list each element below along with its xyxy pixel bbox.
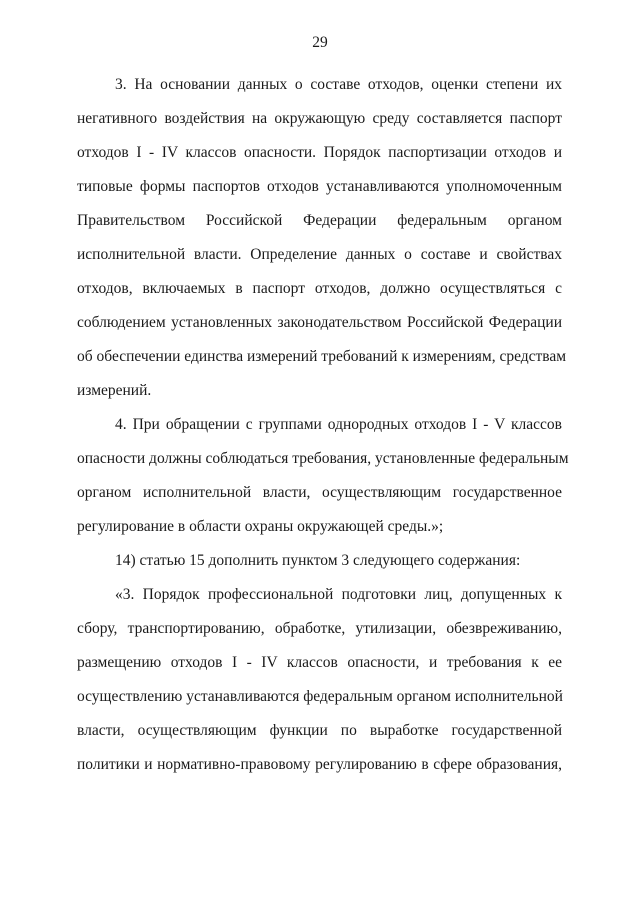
text-line: 3. На основании данных о составе отходов, оценки степени их [115,76,562,93]
text-line: власти, осуществляющим функции по выработке государственной [77,722,562,739]
paragraph-item-3 [77,68,567,408]
text-line: исполнительной власти. Определение данных о составе и свойствах [77,246,562,263]
text-line: размещению отходов I - IV классов опасности, и требования к ее [77,654,562,671]
page-number: 29 [312,34,328,51]
text-line: 14) статью 15 дополнить пунктом 3 следующего содержания: [115,552,521,569]
text-line: отходов, включаемых в паспорт отходов, должно осуществляться с [77,280,562,297]
text-line: негативного воздействия на окружающую среду составляется паспорт [77,110,562,127]
text-line: 4. При обращении с группами однородных отходов I - V классов [115,416,562,433]
text-line: политики и нормативно-правовому регулированию в сфере образования, [77,756,562,773]
text-line: опасности должны соблюдаться требования, установленные федеральным [77,450,569,467]
text-line: соблюдением установленных законодательством Российской Федерации [77,314,562,331]
document-body [77,68,569,782]
text-line: отходов I - IV классов опасности. Порядок паспортизации отходов и [77,144,562,161]
paragraph-quoted-item-3 [77,578,562,782]
text-line: об обеспечении единства измерений требований к измерениям, средствам [77,348,567,365]
text-line: типовые формы паспортов отходов устанавливаются уполномоченным [77,178,562,195]
text-line: измерений. [77,382,152,399]
text-line: Правительством Российской Федерации федеральным органом [77,212,562,229]
paragraph-item-14 [77,544,562,578]
text-line: осуществлению устанавливаются федеральным органом исполнительной [77,688,563,705]
paragraph-item-4 [77,408,569,544]
text-line: регулирование в области охраны окружающей среды.»; [77,518,444,535]
text-line: сбору, транспортированию, обработке, утилизации, обезвреживанию, [77,620,562,637]
text-line: органом исполнительной власти, осуществляющим государственное [77,484,562,501]
text-line: «3. Порядок профессиональной подготовки лиц, допущенных к [115,586,562,603]
